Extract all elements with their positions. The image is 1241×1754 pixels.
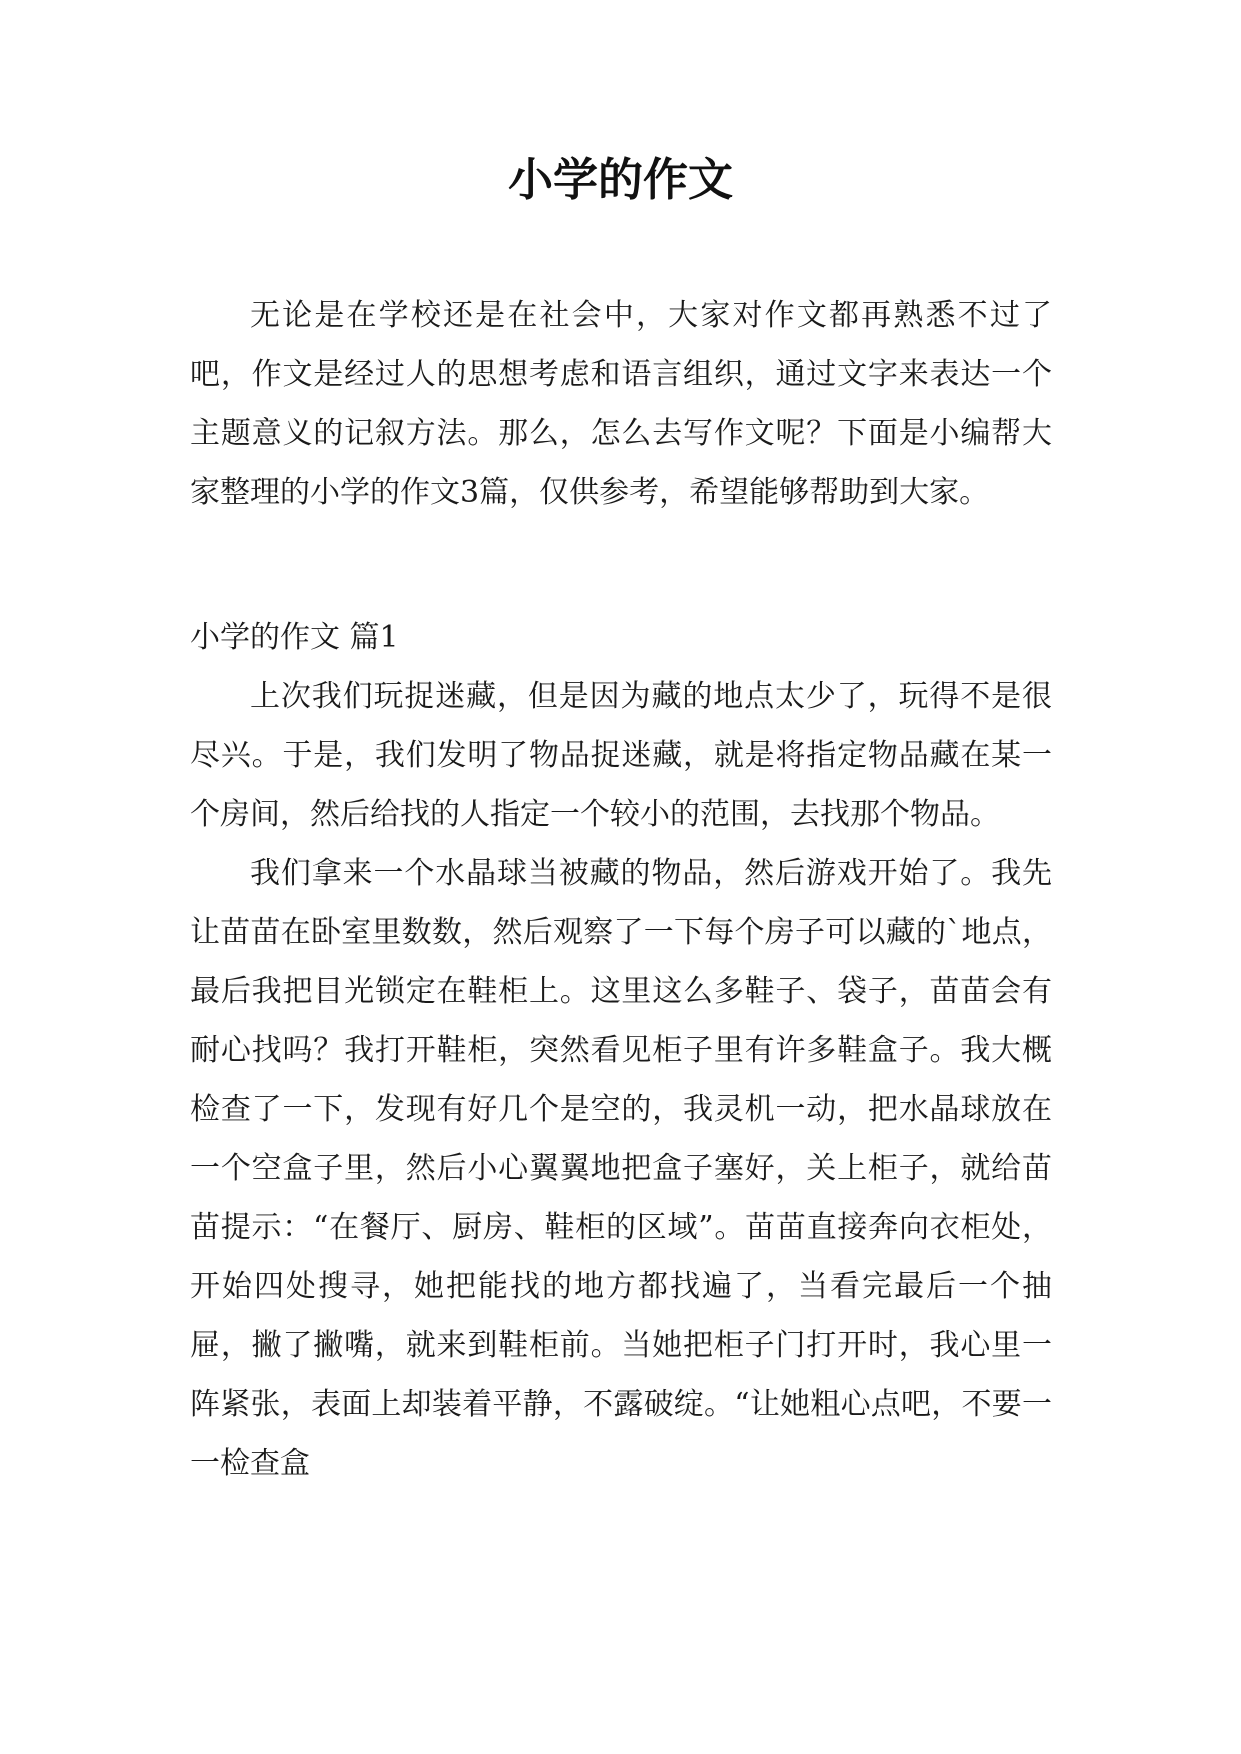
page-title: 小学的作文 — [507, 153, 733, 206]
section-body — [190, 667, 1052, 1493]
section-heading: 小学的作文 篇1 — [190, 620, 399, 655]
intro-paragraph — [190, 286, 1052, 522]
paragraph-2: 我们拿来一个水晶球当被藏的物品，然后游戏开始了。我先让苗苗在卧室里数数，然后观察了一下每个房子可以藏的`地点，最后我把目光锁定在鞋柜上。这里这么多鞋子、袋子，苗苗会有耐心找吗？我打开鞋柜，突然看见柜子里有许多鞋盒子。我大概检查了一下，发现有好几个是空的，我灵机一动，把水晶球放在一个空盒子里，然后小心翼翼地把盒子塞好，关上柜子，就给苗苗提示：“在餐厅、厨房、鞋柜的区域”。苗苗直接奔向衣柜处，开始四处搜寻，她把能找的地方都找遍了，当看完最后一个抽屉，撇了撇嘴，就来到鞋柜前。当她把柜子门打开时，我心里一阵紧张，表面上却装着平静，不露破绽。“让她粗心点吧，不要一一检查盒 — [190, 856, 1052, 1481]
paragraph-1: 上次我们玩捉迷藏，但是因为藏的地点太少了，玩得不是很尽兴。于是，我们发明了物品捉迷藏，就是将指定物品藏在某一个房间，然后给找的人指定一个较小的范围，去找那个物品。 — [190, 679, 1052, 832]
intro-text: 无论是在学校还是在社会中，大家对作文都再熟悉不过了吧，作文是经过人的思想考虑和语言组织，通过文字来表达一个主题意义的记叙方法。那么，怎么去写作文呢？下面是小编帮大家整理的小学的作文3篇，仅供参考，希望能够帮助到大家。 — [190, 298, 1052, 510]
